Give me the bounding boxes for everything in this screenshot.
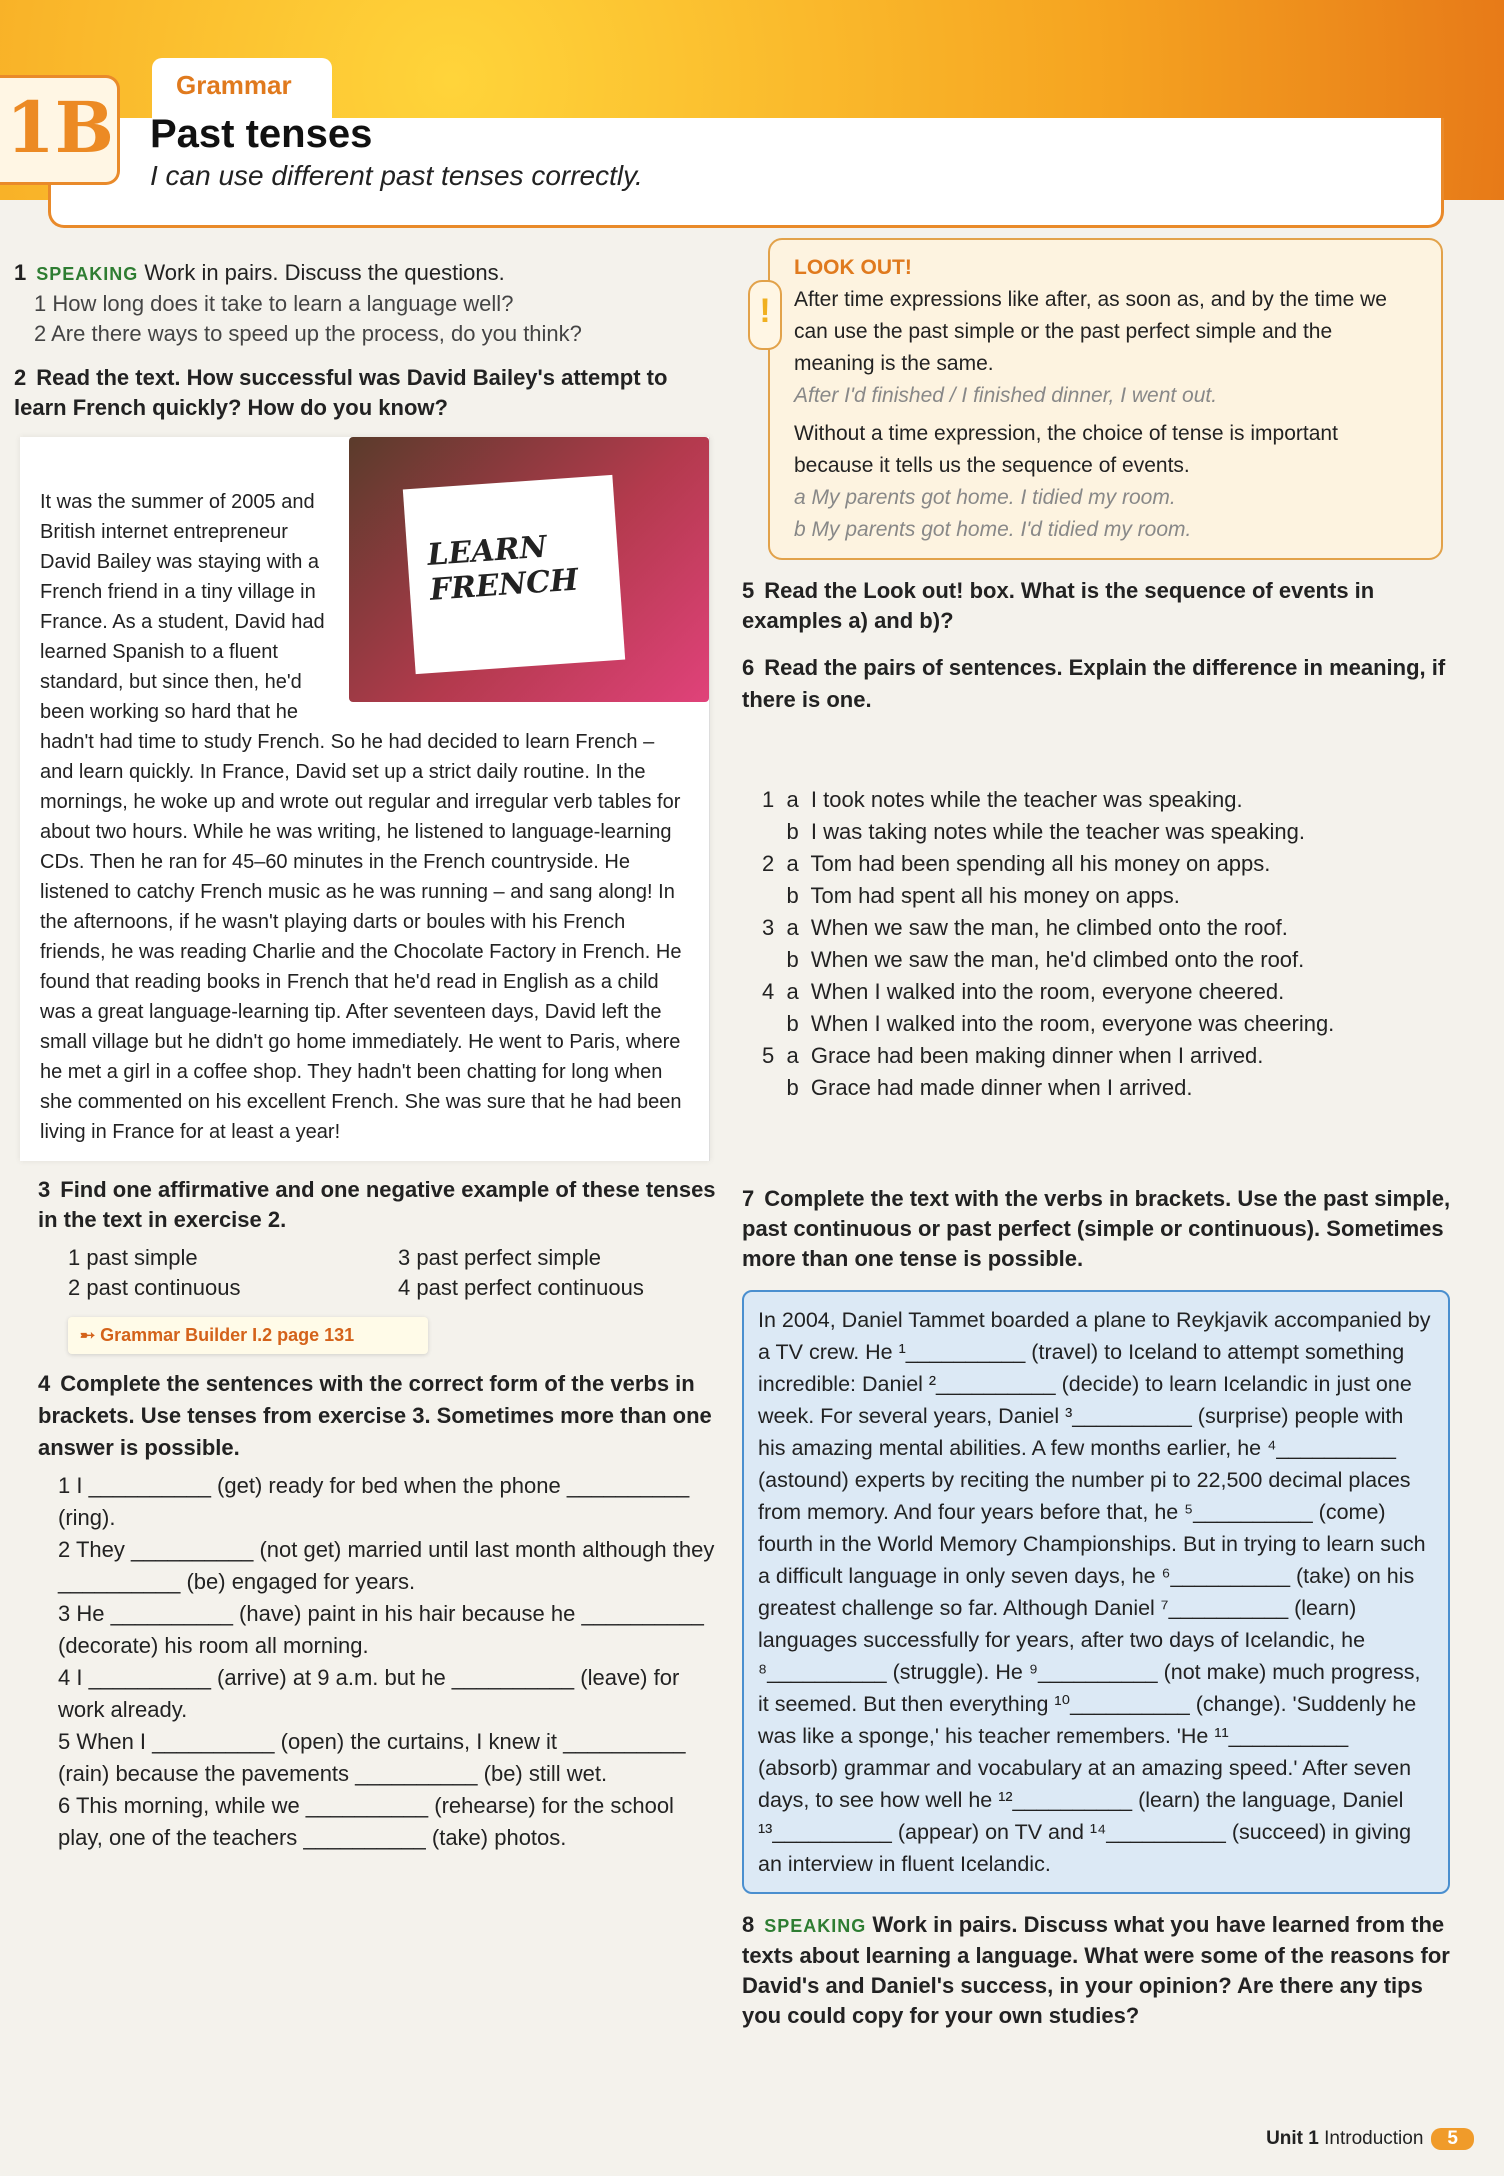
right-column [742,238,1454,2031]
exercise-5: 5 Read the Look out! box. What is the sequence of events in examples a) and b)? [742,578,1375,633]
list-item: 4 I __________ (arrive) at 9 a.m. but he __________ (leave) for work already. [58,1665,680,1722]
page-title: Past tenses [150,112,373,156]
learn-french-image: LEARN FRENCH [349,437,709,702]
list-item: 3 He __________ (have) paint in his hair because he __________ (decorate) his room all morning. [58,1601,704,1658]
list-item: 5 When I __________ (open) the curtains, I knew it __________ (rain) because the pavements __________ (be) still wet. [58,1729,686,1786]
unit-badge: 1B [0,75,120,185]
exercise-7: 7 Complete the text with the verbs in brackets. Use the past simple, past continuous or past perfect (simple or continuous). Sometimes more than one tense is possible. [742,1186,1451,1271]
exercise-4: 4 Complete the sentences with the correct form of the verbs in brackets. Use tenses from exercise 3. Sometimes more than one answer is possible. 1 I __________ (get) ready for bed when the phone __________ (ring). 2 They __________ (not get) married until last month although they __________ (be) engaged for years. 3 He __________ (have) paint in his hair because he __________ (decorate) his room all morning. 4 I __________ (arrive) at 9 a.m. but he __________ (leave) for work already. 5 When I __________ (open) the curtains, I knew it __________ (rain) because the pavements __________ (be) still wet. 6 This morning, while we __________ (rehearse) for the school play, one of the teachers __________ (take) photos. [38,1368,719,1854]
look-out-box: ! LOOK OUT! After time expressions like after, as soon as, and by the time we can use the past simple or the past perfect simple and the meaning is the same. After I'd finished / I finished dinner, I went out. Without a time expression, the choice of tense is important because it tells us the sequence of events. a My parents got home. I tidied my room. b My parents got home. I'd tidied my room. [768,238,1443,560]
exclamation-icon: ! [748,280,782,350]
gap-fill-text: In 2004, Daniel Tammet boarded a plane to Reykjavik accompanied by a TV crew. He ¹__________ (travel) to Iceland to attempt something incredible: Daniel ²__________ (decide) to learn Icelandic in just one week. For several years, Daniel ³__________ (surprise) people with his amazing mental abilities. A few months earlier, he ⁴__________ (astound) experts by reciting the number pi to 22,500 decimal places from memory. And four years before that, he ⁵__________ (come) fourth in the World Memory Championships. But in trying to learn such a difficult language in only seven days, he ⁶__________ (take) on his greatest challenge so far. Although Daniel ⁷__________ (learn) languages successfully for years, after two days of Icelandic, he ⁸__________ (struggle). He ⁹__________ (not make) much progress, it seemed. But then everything ¹⁰__________ (change). 'Suddenly he was like a sponge,' his teacher remembers. 'He ¹¹__________ (absorb) grammar and vocabulary at an amazing speed.' After seven days, to see how well he ¹²__________ (learn) the language, Daniel ¹³__________ (appear) on TV and ¹⁴__________ (succeed) in giving an interview in fluent Icelandic. [742,1290,1450,1894]
exercise-6: 6 Read the pairs of sentences. Explain the difference in meaning, if there is one. 1 a I took notes while the teacher was speaking. b I was taking notes while the teacher was speaking. 2 a Tom had been spending all his money on apps. b Tom had spent all his money on apps. 3 a When we saw the man, he climbed onto the roof. b When we saw the man, he'd climbed onto the roof. 4 a When I walked into the room, everyone cheered. b When I walked into the room, everyone was cheering. 5 a Grace had been making dinner when I arrived. b Grace had made dinner when I arrived. [742,655,1446,1100]
objective: I can use different past tenses correctly. [150,160,643,191]
left-column [14,258,719,1854]
grammar-builder-link[interactable]: ➸ Grammar Builder I.2 page 131 [68,1317,428,1354]
section-tab: Grammar [152,58,332,118]
exercise-2: 2 Read the text. How successful was David Bailey's attempt to learn French quickly? How do you know? [14,365,668,420]
reading-text: LEARN FRENCH It was the summer of 2005 and British internet entrepreneur David Bailey was staying with a French friend in a tiny village in France. As a student, David had learned Spanish to a fluent standard, but since then, he'd been working so hard that he hadn't had time to study French. So he had decided to learn French – and learn quickly. In France, David set up a strict daily routine. In the mornings, he woke up and wrote out regular and irregular verb tables for about two hours. While he was writing, he listened to language-learning CDs. Then he ran for 45–60 minutes in the French countryside. He listened to catchy French music as he was running – and sang along! In the afternoons, if he wasn't playing darts or boules with his French friends, he was reading Charlie and the Chocolate Factory in French. He found that reading books in French that he'd read in English as a child was a great language-learning tip. After seventeen days, David left the small village but he didn't go home immediately. He went to Paris, where he met a girl in a coffee shop. They hadn't been chatting for long when she commented on his excellent French. She was sure that he had been living in France for at least a year! [20,437,710,1161]
page-number: 5 [1431,2128,1474,2150]
exercise-3: 3 Find one affirmative and one negative example of these tenses in the text in exercise 2. 1 past simple 3 past perfect simple 2 past continuous 4 past perfect continuous [38,1177,716,1300]
list-item: 6 This morning, while we __________ (rehearse) for the school play, one of the teachers __________ (take) photos. [58,1793,674,1850]
list-item: 2 They __________ (not get) married until last month although they __________ (be) engaged for years. [58,1537,715,1594]
exercise-1: 1 SPEAKING Work in pairs. Discuss the questions. 1 How long does it take to learn a language well? 2 Are there ways to speed up the process, do you think? [14,260,582,346]
exercise-8: 8 SPEAKING Work in pairs. Discuss what you have learned from the texts about learning a language. What were some of the reasons for David's and Daniel's success, in your opinion? Are there any tips you could copy for your own studies? [742,1912,1450,2028]
list-item: 1 I __________ (get) ready for bed when the phone __________ (ring). [58,1473,690,1530]
page-footer: Unit 1 Introduction 5 [1266,2128,1474,2150]
